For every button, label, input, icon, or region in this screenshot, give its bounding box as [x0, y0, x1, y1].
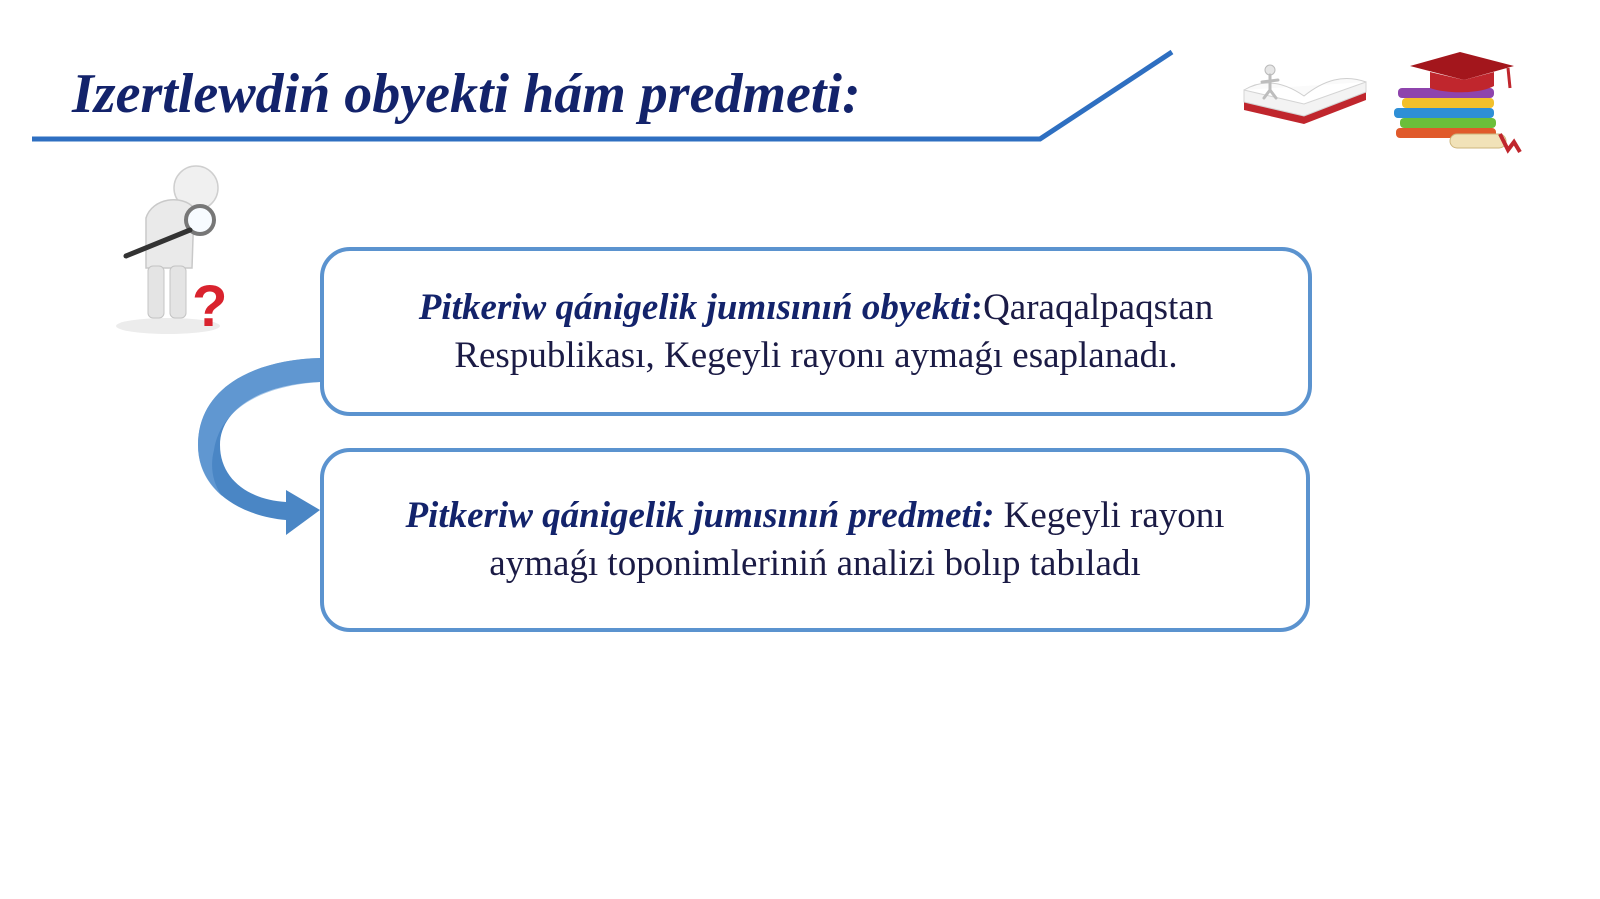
object-description: Qaraqalpaqstan Respublikası, Kegeyli rayonı aymaǵı esaplanadı.	[454, 286, 1214, 376]
object-text	[364, 284, 1268, 380]
open-book-icon	[1240, 60, 1370, 140]
question-mark-icon: ?	[192, 274, 228, 338]
graduation-books-icon	[1390, 48, 1530, 158]
object-lead: Pitkeriw qánigelik jumısınıń obyekti	[418, 286, 971, 328]
slide-title: Izertlewdiń obyekti hám predmeti:	[72, 63, 861, 125]
subject-description: Kegeyli rayonı aymaǵı toponimleriniń analizi bolıp tabıladı	[489, 495, 1225, 584]
thinker-icon	[112, 158, 232, 338]
subject-text	[364, 492, 1266, 588]
subject-box	[320, 448, 1310, 632]
object-box	[320, 247, 1312, 416]
object-separator: :	[970, 286, 984, 328]
curved-arrow-icon	[190, 350, 330, 560]
subject-separator	[994, 495, 1003, 536]
subject-lead: Pitkeriw qánigelik jumısınıń predmeti:	[405, 495, 995, 536]
